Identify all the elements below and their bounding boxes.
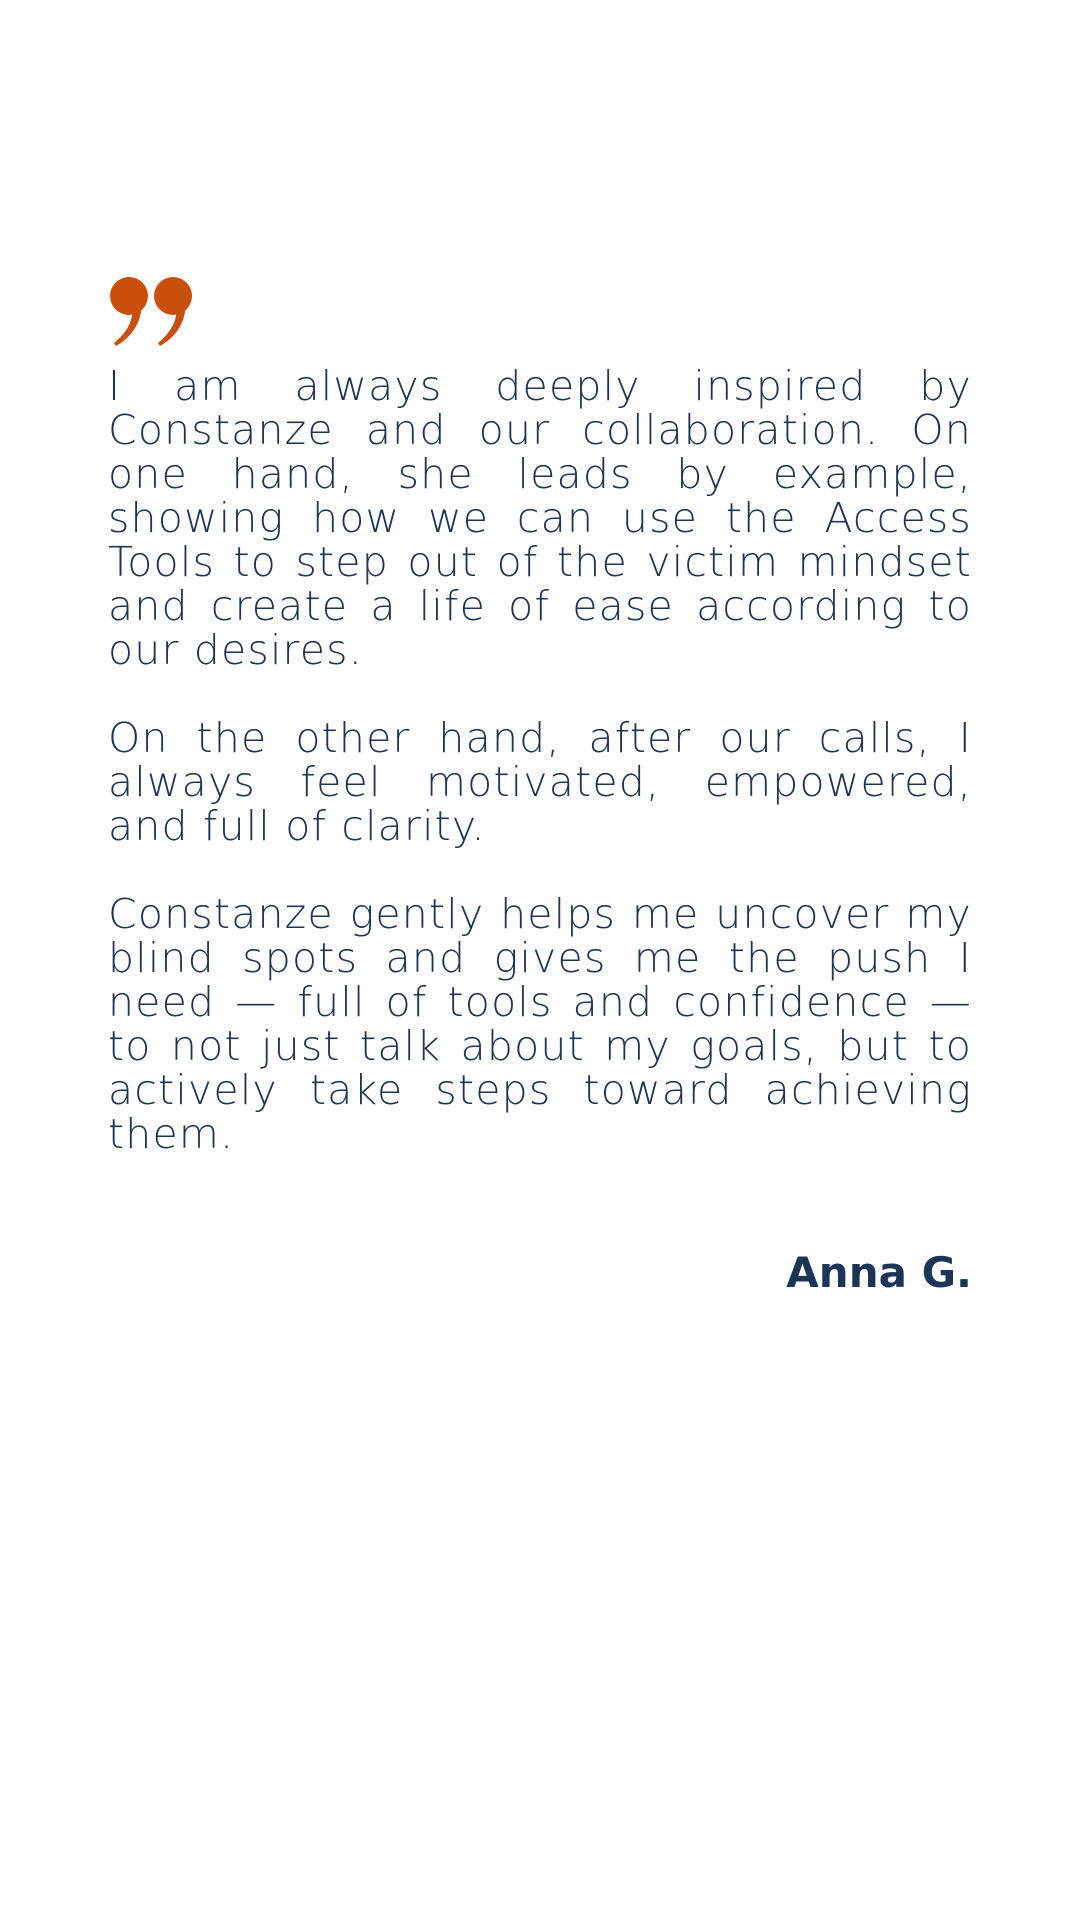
testimonial-paragraph-3: Constanze gently helps me uncover my blind spots and gives me the push I need — full of tools and confidence — to not just talk about my goals, but to actively take steps toward achieving them. xyxy=(108,890,972,1158)
testimonial-author: Anna G. xyxy=(786,1248,972,1297)
testimonial-paragraph-2: On the other hand, after our calls, I always feel motivated, empowered, and full of clarity. xyxy=(108,714,972,850)
testimonial-paragraph-1: I am always deeply inspired by Constanze and our collaboration. On one hand, she leads by example, showing how we can use the Access Tools to step out of the victim mindset and create a life of ease according to our desires. xyxy=(108,362,972,674)
testimonial-card xyxy=(108,276,972,1156)
closing-quote-icon xyxy=(108,276,196,348)
